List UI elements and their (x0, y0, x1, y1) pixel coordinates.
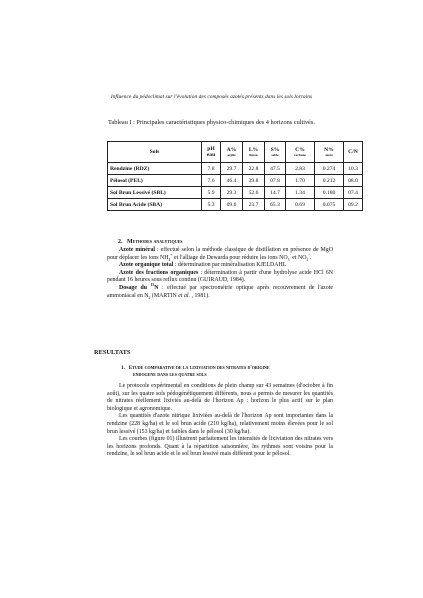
row-name: Sol Brun Lessivé (SBL) (108, 187, 202, 199)
methods-paragraph-n15: Dosage du $^{15}$N : effectué par spectrométrie optique après recouvrement de l'azote ammoniacal en $N_2$ (MARTIN et al. , 1981). (107, 283, 333, 300)
cell-sable: 14.7 (265, 187, 286, 199)
methods-paragraph-mineral: Azote minéral : effectué selon la méthode classique de distillation en présence de MgO pour déplacer les ions $NH_4^+$ et l'alliage de Dewarda pour réduire les ions $NO_3^-$ et $NO_2^-$. (107, 247, 333, 262)
col-header-limon: L% limon (243, 142, 265, 163)
cell-argile: 09.6 (221, 199, 243, 211)
cell-limon: 22.8 (243, 163, 265, 175)
table-row (108, 199, 363, 211)
cell-cn: 07.4 (344, 187, 363, 199)
table-header-row (108, 142, 363, 163)
methods-body (107, 247, 333, 300)
cell-carbone: 2.83 (286, 163, 315, 175)
methods-title: Methodes analytiques (127, 239, 183, 245)
results-heading: RESULTATS (94, 349, 131, 356)
results-body (107, 383, 333, 459)
col-header-carbone: C% carbone (286, 142, 315, 163)
table-row (108, 187, 363, 199)
cell-azote: 0.274 (315, 163, 344, 175)
col-header-argile: A% argile (221, 142, 243, 163)
cell-ph: 7.6 (202, 175, 221, 187)
cell-cn: 08.0 (344, 175, 363, 187)
cell-sable: 47.5 (265, 163, 286, 175)
cell-ph: 5.9 (202, 187, 221, 199)
col-header-sols: Sols (108, 142, 202, 163)
table-caption: Tableau I : Principales caractéristiques physico-chimiques des 4 horizons cultivés. (108, 119, 315, 126)
col-header-azote: N% azote (315, 142, 344, 163)
methods-number: 2. (118, 239, 123, 245)
results-paragraph-3: Les courbes (figure 01) illustrent parfaitement les intensités de lixiviation des nitrates vers les horizons profonds. Quant à la répartition saisonnière, les rythmes sont voisins pour la rendzine, le sol brun acide et le sol brun lessivé mais diffèrent pour le pélosol. (107, 436, 333, 458)
col-header-cn: C/N (344, 142, 363, 163)
cell-carbone: 1.70 (286, 175, 315, 187)
col-header-sable: S% sable (265, 142, 286, 163)
row-name: Rendzine (RDZ) (108, 163, 202, 175)
methods-paragraph-fractions: Azote des fractions organiques : détermination à partir d'une hydrolyse acide HCl 6N pendant 16 heures sous reflux continu (GUIRAUD, 1984). (107, 269, 334, 284)
col-header-ph: pH eau (202, 142, 221, 163)
cell-argile: 46.4 (221, 175, 243, 187)
table-row (108, 175, 363, 187)
cell-ph: 5.3 (202, 199, 221, 211)
cell-sable: 07.8 (265, 175, 286, 187)
cell-limon: 39.8 (243, 175, 265, 187)
cell-azote: 0.212 (315, 175, 344, 187)
cell-sable: 65.3 (265, 199, 286, 211)
results-paragraph-2: Les quantités d'azote nitrique lixiviées au-delà de l'horizon Ap sont importantes dans la rendzine (228 kg/ha) et le sol brun acide (210 kg/ha), relativement moins élevées pour le sol brun lessivé (153 kg/ha) et faibles dans le pélosol (30 kg/ha). (107, 413, 333, 435)
running-header: Influence du pédoclimat sur l'évolution des composés azotés présents dans les sols lorrains (110, 94, 313, 100)
cell-carbone: 1.34 (286, 187, 315, 199)
cell-limon: 23.7 (243, 199, 265, 211)
cell-azote: 0.075 (315, 199, 344, 211)
methods-paragraph-organic: Azote organique total : détermination par minéralisation KJELDAHL (119, 262, 287, 269)
row-name: Pélosol (PEL) (108, 175, 202, 187)
cell-ph: 7.8 (202, 163, 221, 175)
table-row (108, 163, 363, 175)
cell-cn: 09.2 (344, 199, 363, 211)
cell-argile: 29.7 (221, 163, 243, 175)
results-paragraph-1: Le protocole expérimental en conditions de plein champ sur 43 semaines (d'octobre à fin août), sur les quatre sols pédogénétiquement différents, nous a permis de mesurer les quantités de nitrates réellement lixiviés au-delà de l'horizon Ap : horizon le plus actif sur le plan biologique et agronomique. (107, 383, 333, 412)
row-name: Sol Brun Acide (SBA) (108, 199, 202, 211)
cell-carbone: 0.69 (286, 199, 315, 211)
cell-limon: 52.6 (243, 187, 265, 199)
results-subheading: 1. Etude comparative de la lixiviation des nitrates d'origine endogene dans les quatre sols (121, 365, 270, 378)
cell-cn: 10.3 (344, 163, 363, 175)
cell-azote: 0.180 (315, 187, 344, 199)
properties-table (107, 141, 363, 211)
cell-argile: 29.3 (221, 187, 243, 199)
methods-heading (118, 238, 182, 246)
